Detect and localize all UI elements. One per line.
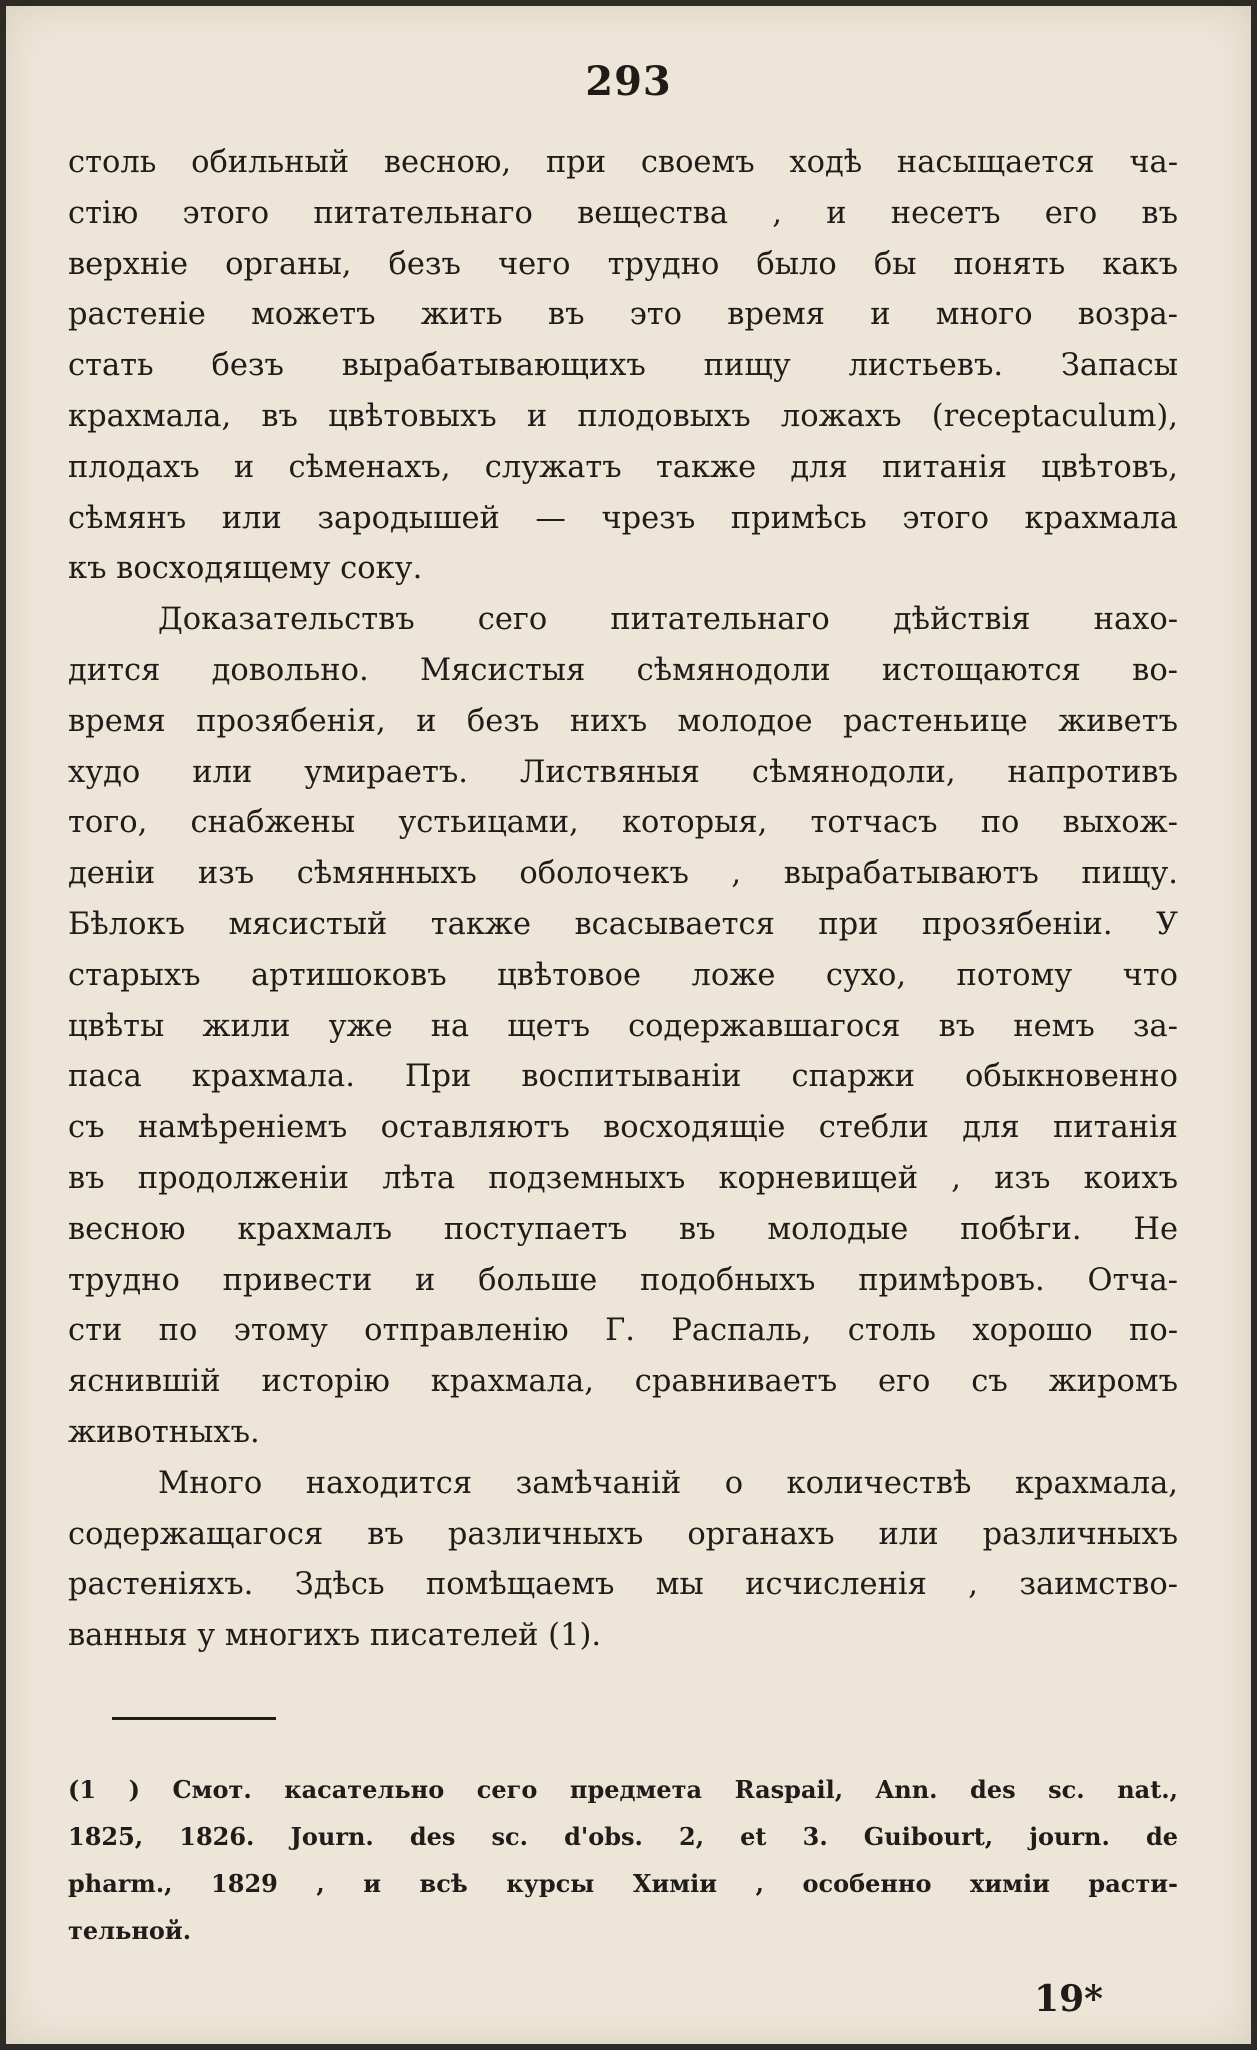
- text-line: къ восходящему соку.: [68, 551, 423, 587]
- text-line: худо или умираетъ. Листвяныя сѣмянодоли, напротивъ: [68, 754, 1178, 790]
- text-line: Бѣлокъ мясистый также всасывается при прозябеніи. У: [68, 906, 1178, 942]
- text-line: того, снабжены устьицами, которыя, тотчасъ по выхож-: [68, 805, 1178, 841]
- text-line: верхніе органы, безъ чего трудно было бы понять какъ: [68, 246, 1178, 282]
- footnote: [68, 1766, 1178, 1954]
- text-line: растеніяхъ. Здѣсь помѣщаемъ мы исчисленія , заимство-: [68, 1567, 1178, 1603]
- text-line: животныхъ.: [68, 1414, 260, 1450]
- text-line: крахмала, въ цвѣтовыхъ и плодовыхъ ложахъ (receptaculum),: [68, 398, 1178, 434]
- text-line: деніи изъ сѣмянныхъ оболочекъ , вырабатываютъ пищу.: [68, 856, 1178, 892]
- text-line: содержащагося въ различныхъ органахъ или различныхъ: [68, 1516, 1178, 1552]
- paragraph-1: [68, 138, 1178, 595]
- text-line: сѣмянъ или зародышей — чрезъ примѣсь этого крахмала: [68, 500, 1178, 536]
- main-text: [68, 138, 1178, 1662]
- text-line: сти по этому отправленію Г. Распаль, столь хорошо по-: [68, 1313, 1178, 1349]
- paragraph-3: [68, 1459, 1178, 1662]
- text-line: яснившій исторію крахмала, сравниваетъ его съ жиромъ: [68, 1364, 1178, 1400]
- text-line: стію этого питательнаго вещества , и несетъ его въ: [68, 195, 1178, 231]
- footnote-line: тельной.: [68, 1916, 192, 1945]
- text-line: Доказательствъ сего питательнаго дѣйствія нахо-: [158, 602, 1178, 638]
- text-line: Много находится замѣчаній о количествѣ крахмала,: [158, 1465, 1178, 1501]
- text-line: время прозябенія, и безъ нихъ молодое растеньице живетъ: [68, 703, 1178, 739]
- text-line: въ продолженіи лѣта подземныхъ корневищей , изъ коихъ: [68, 1160, 1178, 1196]
- footnote-divider: [112, 1717, 276, 1720]
- page-number: 293: [585, 58, 672, 105]
- text-line: цвѣты жили уже на щетъ содержавшагося въ немъ за-: [68, 1008, 1178, 1044]
- signature-mark: 19*: [1034, 1978, 1103, 2020]
- text-line: столь обильный весною, при своемъ ходѣ насыщается ча-: [68, 145, 1178, 180]
- text-line: паса крахмала. При воспитываніи спаржи обыкновенно: [68, 1059, 1178, 1095]
- text-line: ванныя у многихъ писателей (1).: [68, 1618, 602, 1654]
- footnote-line: 1825, 1826. Journ. des sc. d'obs. 2, et 3. Guibourt, journ. de: [68, 1822, 1178, 1851]
- text-line: трудно привести и больше подобныхъ примѣровъ. Отча-: [68, 1262, 1178, 1298]
- text-line: съ намѣреніемъ оставляютъ восходящіе стебли для питанія: [68, 1110, 1178, 1146]
- book-page: [6, 6, 1251, 2044]
- footnote-line: (1 ) Смот. касательно сего предмета Raspail, Ann. des sc. nat.,: [68, 1775, 1178, 1804]
- text-line: весною крахмалъ поступаетъ въ молодые побѣги. Не: [68, 1211, 1178, 1247]
- footnote-line: pharm., 1829 , и всѣ курсы Химіи , особенно химіи расти-: [68, 1869, 1178, 1898]
- text-line: дится довольно. Мясистыя сѣмянодоли истощаются во-: [68, 652, 1178, 688]
- text-line: старыхъ артишоковъ цвѣтовое ложе сухо, потому что: [68, 957, 1178, 993]
- text-line: плодахъ и сѣменахъ, служатъ также для питанія цвѣтовъ,: [68, 449, 1178, 485]
- paragraph-2: [68, 595, 1178, 1459]
- text-line: растеніе можетъ жить въ это время и много возра-: [68, 297, 1178, 333]
- text-line: стать безъ вырабатывающихъ пищу листьевъ. Запасы: [68, 348, 1178, 384]
